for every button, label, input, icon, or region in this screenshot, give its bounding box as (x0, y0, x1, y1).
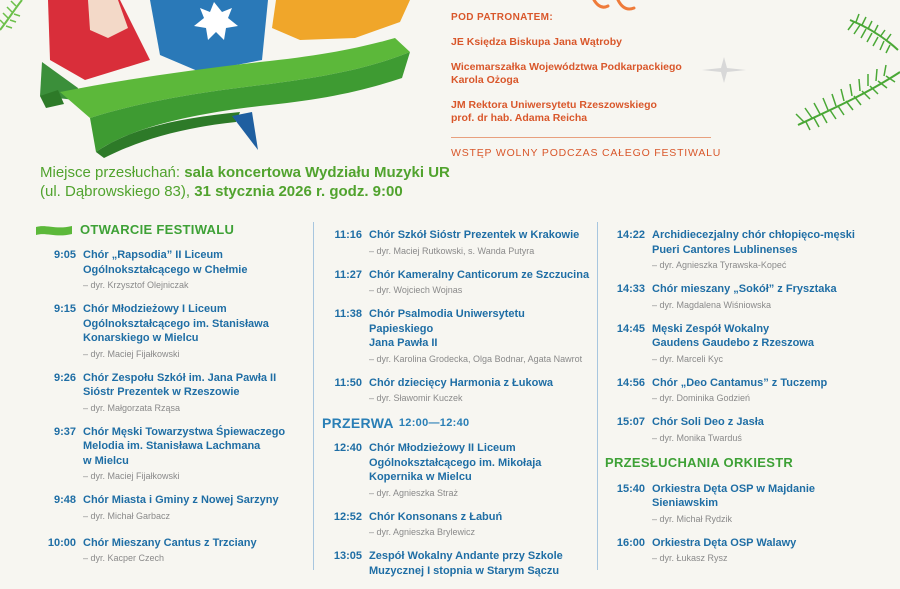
item-director: – dyr. Sławomir Kuczek (369, 393, 463, 403)
item-director: – dyr. Maciej Fijałkowski (83, 348, 180, 359)
section-heading-opening (36, 222, 304, 237)
item-director: – dyr. Wojciech Wojnas (369, 285, 463, 295)
item-name-line: Chór Szkół Sióstr Prezentek w Krakowie (369, 229, 580, 241)
item-director: – dyr. Agnieszka Straż (369, 487, 459, 498)
item-time: 12:52 (333, 510, 362, 523)
schedule-item (605, 228, 895, 271)
item-name-line: Chór Miasta i Gminy z Nowej Sarzyny (83, 494, 279, 506)
schedule-item (322, 268, 590, 297)
item-director: – dyr. Kacper Czech (83, 553, 165, 563)
schedule-item (36, 248, 304, 291)
patron-2 (451, 61, 751, 88)
festival-logo (0, 0, 440, 160)
item-name-line: Męski Zespół Wokalny (652, 322, 770, 335)
schedule-item (322, 510, 590, 539)
patron-line: prof. dr hab. Adama Reicha (451, 112, 588, 124)
item-name-line: Ogólnokształcącego w Chełmie (83, 263, 248, 276)
item-name-line: Chór Zespołu Szkół im. Jana Pawła II (83, 371, 277, 384)
schedule-column-2 (322, 222, 590, 589)
item-name-line: Chór Soli Deo z Jasła (652, 416, 764, 428)
venue-label: Miejsce przesłuchań: (40, 164, 185, 181)
item-time: 11:16 (334, 229, 362, 241)
venue-line-1 (40, 163, 450, 182)
item-name-line: Chór „Deo Cantamus” z Tuczemp (652, 376, 828, 389)
item-name-line: Kopernika w Mielcu (369, 471, 472, 483)
item-name-line: Orkiestra Dęta OSP Walawy (652, 536, 797, 549)
item-name-line: Chór mieszany „Sokół” z Frysztaka (652, 283, 837, 295)
schedule-item (605, 536, 895, 565)
item-director: – dyr. Małgorzata Rząsa (83, 402, 181, 413)
patron-1 (451, 36, 751, 50)
schedule-item (322, 376, 590, 405)
section-heading-break (322, 415, 590, 431)
item-director: – dyr. Monika Twarduś (652, 432, 742, 443)
schedule-item (36, 302, 304, 360)
item-time: 14:22 (616, 229, 645, 241)
schedule-item (322, 307, 590, 365)
palm-leaf-decoration (790, 10, 900, 135)
patron-line: Wicemarszałka Województwa Podkarpackiego (451, 60, 682, 73)
schedule-item (322, 228, 590, 257)
item-director: – dyr. Maciej Rutkowski, s. Wanda Putyra (369, 245, 535, 256)
item-time: 13:05 (333, 550, 362, 562)
item-director: – dyr. Łukasz Rysz (652, 553, 728, 563)
item-time: 10:00 (47, 536, 76, 549)
item-time: 14:56 (616, 376, 645, 389)
schedule-item (36, 536, 304, 565)
item-director: – dyr. Karolina Grodecka, Olga Bodnar, Agata Nawrot (369, 353, 583, 364)
patron-line: JE Księdza Biskupa Jana Wątroby (451, 36, 622, 48)
patronage-block (451, 12, 751, 159)
item-name-line: Ogólnokształcącego im. Mikołaja (369, 456, 542, 469)
schedule-item (605, 482, 895, 525)
item-name-line: Chór Męski Towarzystwa Śpiewaczego (83, 425, 286, 438)
item-time: 9:15 (53, 303, 76, 315)
column-divider (597, 222, 598, 570)
item-name-line: Chór Konsonans z Łabuń (369, 510, 503, 523)
item-name-line: Orkiestra Dęta OSP w Majdanie (652, 482, 816, 495)
item-name-line: Archidiecezjalny chór chłopięco-męski (652, 229, 855, 241)
item-time: 9:05 (53, 249, 76, 261)
item-time: 11:27 (334, 268, 362, 281)
item-name-line: Chór Młodzieżowy II Liceum (369, 442, 516, 454)
item-time: 11:38 (334, 308, 362, 320)
schedule-item (322, 549, 590, 578)
item-name-line: Melodia im. Stanisława Lachmana (83, 440, 261, 452)
schedule-item (322, 441, 590, 499)
schedule-item (605, 376, 895, 405)
ribbon-icon (36, 224, 72, 236)
column-divider (313, 222, 314, 570)
venue-line-2 (40, 182, 450, 201)
item-director: – dyr. Agnieszka Tyrawska-Kopeć (652, 260, 787, 270)
item-director: – dyr. Marceli Kyc (652, 353, 724, 364)
free-entry-notice: WSTĘP WOLNY PODCZAS CAŁEGO FESTIWALU (451, 146, 722, 159)
item-time: 11:50 (334, 376, 362, 389)
item-name-line: Jana Pawła II (369, 337, 438, 349)
item-name-line: Sióstr Prezentek w Rzeszowie (83, 386, 240, 398)
item-director: – dyr. Michał Garbacz (83, 510, 171, 521)
item-time: 15:40 (616, 482, 645, 495)
item-name-line: Pueri Cantores Lublinenses (652, 243, 798, 256)
item-name-line: Chór „Rapsodia” II Liceum (83, 249, 223, 261)
item-name-line: Zespół Wokalny Andante przy Szkole (369, 550, 563, 562)
leaf-decoration (0, 0, 30, 40)
item-name-line: Chór Młodzieżowy I Liceum (83, 303, 227, 315)
venue-info (40, 163, 450, 201)
item-name-line: Chór Mieszany Cantus z Trzciany (83, 536, 257, 549)
item-director: – dyr. Magdalena Wiśniowska (652, 299, 772, 310)
venue-place: sala koncertowa Wydziału Muzyki UR (184, 164, 450, 181)
patron-line: JM Rektora Uniwersytetu Rzeszowskiego (451, 98, 657, 111)
section-title: PRZESŁUCHANIA ORKIESTR (605, 454, 794, 470)
schedule-item (605, 322, 895, 365)
item-time: 9:48 (53, 494, 76, 506)
divider (451, 137, 711, 138)
schedule-item (605, 415, 895, 444)
item-time: 14:45 (616, 322, 645, 335)
item-name-line: Chór dziecięcy Harmonia z Łukowa (369, 376, 553, 389)
schedule-item (36, 493, 304, 522)
break-time: 12:00—12:40 (398, 417, 470, 429)
item-time: 16:00 (616, 536, 645, 549)
item-director: – dyr. Michał Rydzik (652, 513, 733, 524)
schedule-column-1 (36, 222, 304, 575)
patron-3 (451, 99, 751, 126)
item-time: 9:37 (53, 425, 76, 438)
schedule-item (605, 282, 895, 311)
item-time: 9:26 (53, 371, 76, 384)
item-name-line: Muzycznej I stopnia w Starym Sączu (369, 564, 560, 577)
break-label: PRZERWA (322, 415, 394, 431)
item-name-line: Konarskiego w Mielcu (83, 332, 199, 344)
item-director: – dyr. Dominika Godzień (652, 393, 751, 403)
item-time: 12:40 (333, 442, 362, 454)
venue-datetime: 31 stycznia 2026 r. godz. 9:00 (194, 183, 403, 200)
item-name-line: Chór Kameralny Canticorum ze Szczucina (369, 268, 590, 281)
item-name-line: Chór Psalmodia Uniwersytetu Papieskiego (369, 308, 525, 335)
item-time: 15:07 (616, 416, 645, 428)
schedule-item (36, 371, 304, 414)
section-title: OTWARCIE FESTIWALU (80, 222, 235, 237)
item-name-line: Ogólnokształcącego im. Stanisława (83, 317, 269, 330)
item-director: – dyr. Maciej Fijałkowski (83, 471, 180, 481)
item-name-line: Gaudens Gaudebo z Rzeszowa (652, 337, 814, 349)
item-time: 14:33 (616, 283, 645, 295)
venue-address: (ul. Dąbrowskiego 83), (40, 183, 195, 200)
patron-line: Karola Ożoga (451, 74, 519, 86)
section-heading-orchestras (605, 455, 895, 470)
item-director: – dyr. Agnieszka Brylewicz (369, 527, 476, 537)
schedule-column-3 (605, 222, 895, 575)
schedule-item (36, 425, 304, 483)
item-name-line: Sieniawskim (652, 497, 719, 509)
item-name-line: w Mielcu (83, 454, 129, 467)
item-director: – dyr. Krzysztof Olejniczak (83, 280, 189, 290)
patronage-title: POD PATRONATEM: (451, 12, 554, 23)
